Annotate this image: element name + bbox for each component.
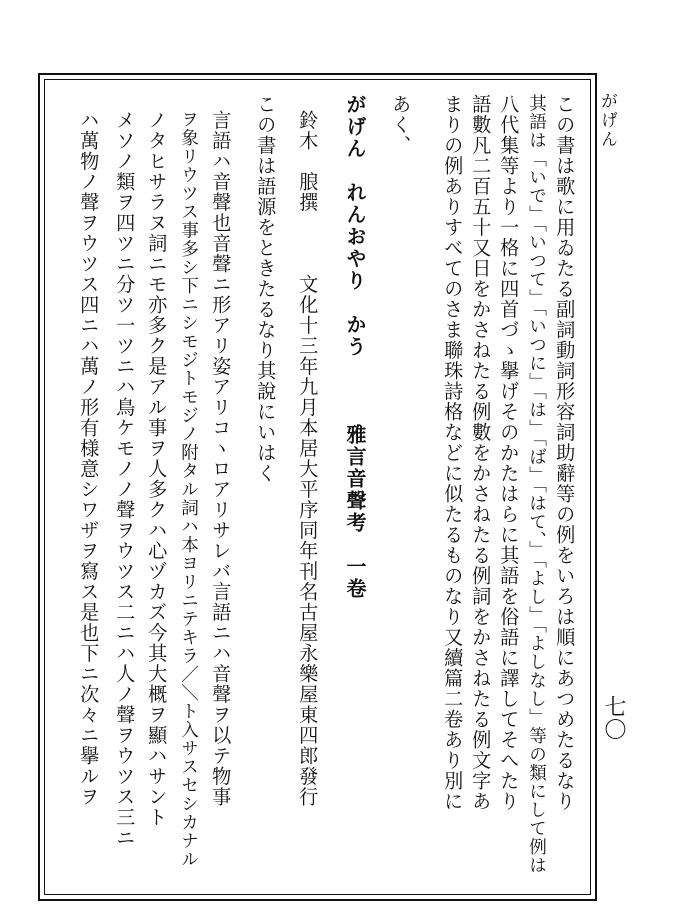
running-title: がげん (597, 92, 617, 149)
quote-column: ハ萬物ノ聲ヲウツス四ニハ萬ノ形有様意シワザヲ寫ス是也下ニ次々ニ擧ルヲ (77, 110, 101, 807)
text-column: まりの例ありすべてのさま聯珠詩格などに似たるものなり又續篇二卷あり別に (441, 94, 465, 812)
quote-column: ヲ象リウツス事多シ下ニシモジトモジノ附タル詞ハ本ヨリニテキラ／＼ト入サスセシカナル (178, 110, 199, 869)
text-column: 其語は「いで」「いつて」「いつに」「は」「ば」「はて、」「よし」「よしなし」等の類にして例は (526, 94, 547, 875)
entry-heading: がげん れんおやり かう 雅言音聲考 一卷 (343, 94, 367, 600)
text-column: この書は語源をときたるなり其說にいはく (254, 94, 278, 484)
quote-column: 言語ハ音聲也音聲ニ形アリ姿アリコヽロアリサレバ言語ニハ音聲ヲ以テ物事 (209, 110, 233, 807)
text-column: 八代集等より一格に四首づゝ擧げそのかたはらに其語を俗語に譯してそへたり (497, 94, 521, 812)
quote-column: メソノ類ヲ四ツニ分ツ一ツニハ鳥ケモノノ聲ヲウツス二ニハ人ノ聲ヲウツス三ニ (113, 110, 137, 848)
text-column: この書は歌に用ゐたる副詞動詞形容詞助辭等の例をいろは順にあつめたるなり (553, 94, 577, 812)
author-line: 鈴木 朖撰 文化十三年九月本居大平序同年刊名古屋永樂屋東四郎發行 (296, 110, 320, 807)
text-column: 語數凡二百五十又日をかさねたる例數をかさねたる例詞をかさねたる例文字あ (469, 94, 493, 812)
text-column: あく、 (389, 94, 413, 156)
page-number: 七〇 (601, 695, 626, 742)
quote-column: ノタヒサラヌ詞ニモ亦多ク是アル事ヲ人多クハ心ヅカズ今其大概ヲ顯ハサント (145, 110, 169, 828)
